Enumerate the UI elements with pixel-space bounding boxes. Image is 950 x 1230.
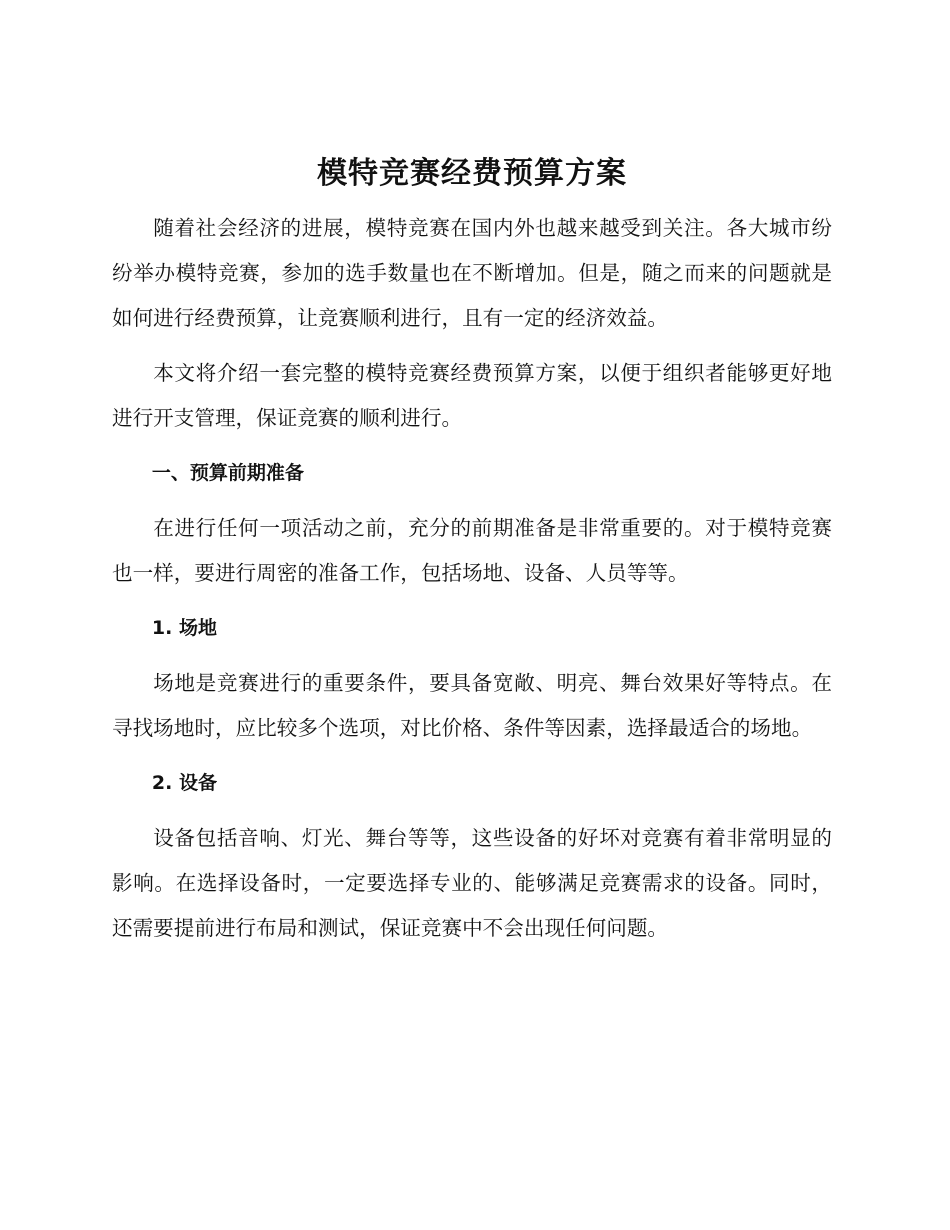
document-page	[112, 148, 832, 961]
subsection-paragraph-venue: 场地是竞赛进行的重要条件，要具备宽敞、明亮、舞台效果好等特点。在寻找场地时，应比较多个选项，对比价格、条件等因素，选择最适合的场地。	[112, 671, 832, 740]
section-paragraph-preparation: 在进行任何一项活动之前，充分的前期准备是非常重要的。对于模特竞赛也一样，要进行周密的准备工作，包括场地、设备、人员等等。	[112, 516, 832, 585]
section-heading-preparation: 一、预算前期准备	[151, 462, 304, 484]
intro-paragraph-2: 本文将介绍一套完整的模特竞赛经费预算方案，以便于组织者能够更好地进行开支管理，保证竞赛的顺利进行。	[112, 361, 832, 430]
intro-paragraph-1: 随着社会经济的进展，模特竞赛在国内外也越来越受到关注。各大城市纷纷举办模特竞赛，参加的选手数量也在不断增加。但是，随之而来的问题就是如何进行经费预算，让竞赛顺利进行，且有一定的经济效益。	[112, 216, 832, 330]
document-title: 模特竞赛经费预算方案	[317, 156, 627, 191]
subsection-paragraph-equipment: 设备包括音响、灯光、舞台等等，这些设备的好坏对竞赛有着非常明显的影响。在选择设备时，一定要选择专业的、能够满足竞赛需求的设备。同时，还需要提前进行布局和测试，保证竞赛中不会出现任何问题。	[112, 826, 832, 940]
subsection-heading-equipment: 2. 设备	[151, 772, 217, 794]
subsection-heading-venue: 1. 场地	[151, 617, 217, 639]
